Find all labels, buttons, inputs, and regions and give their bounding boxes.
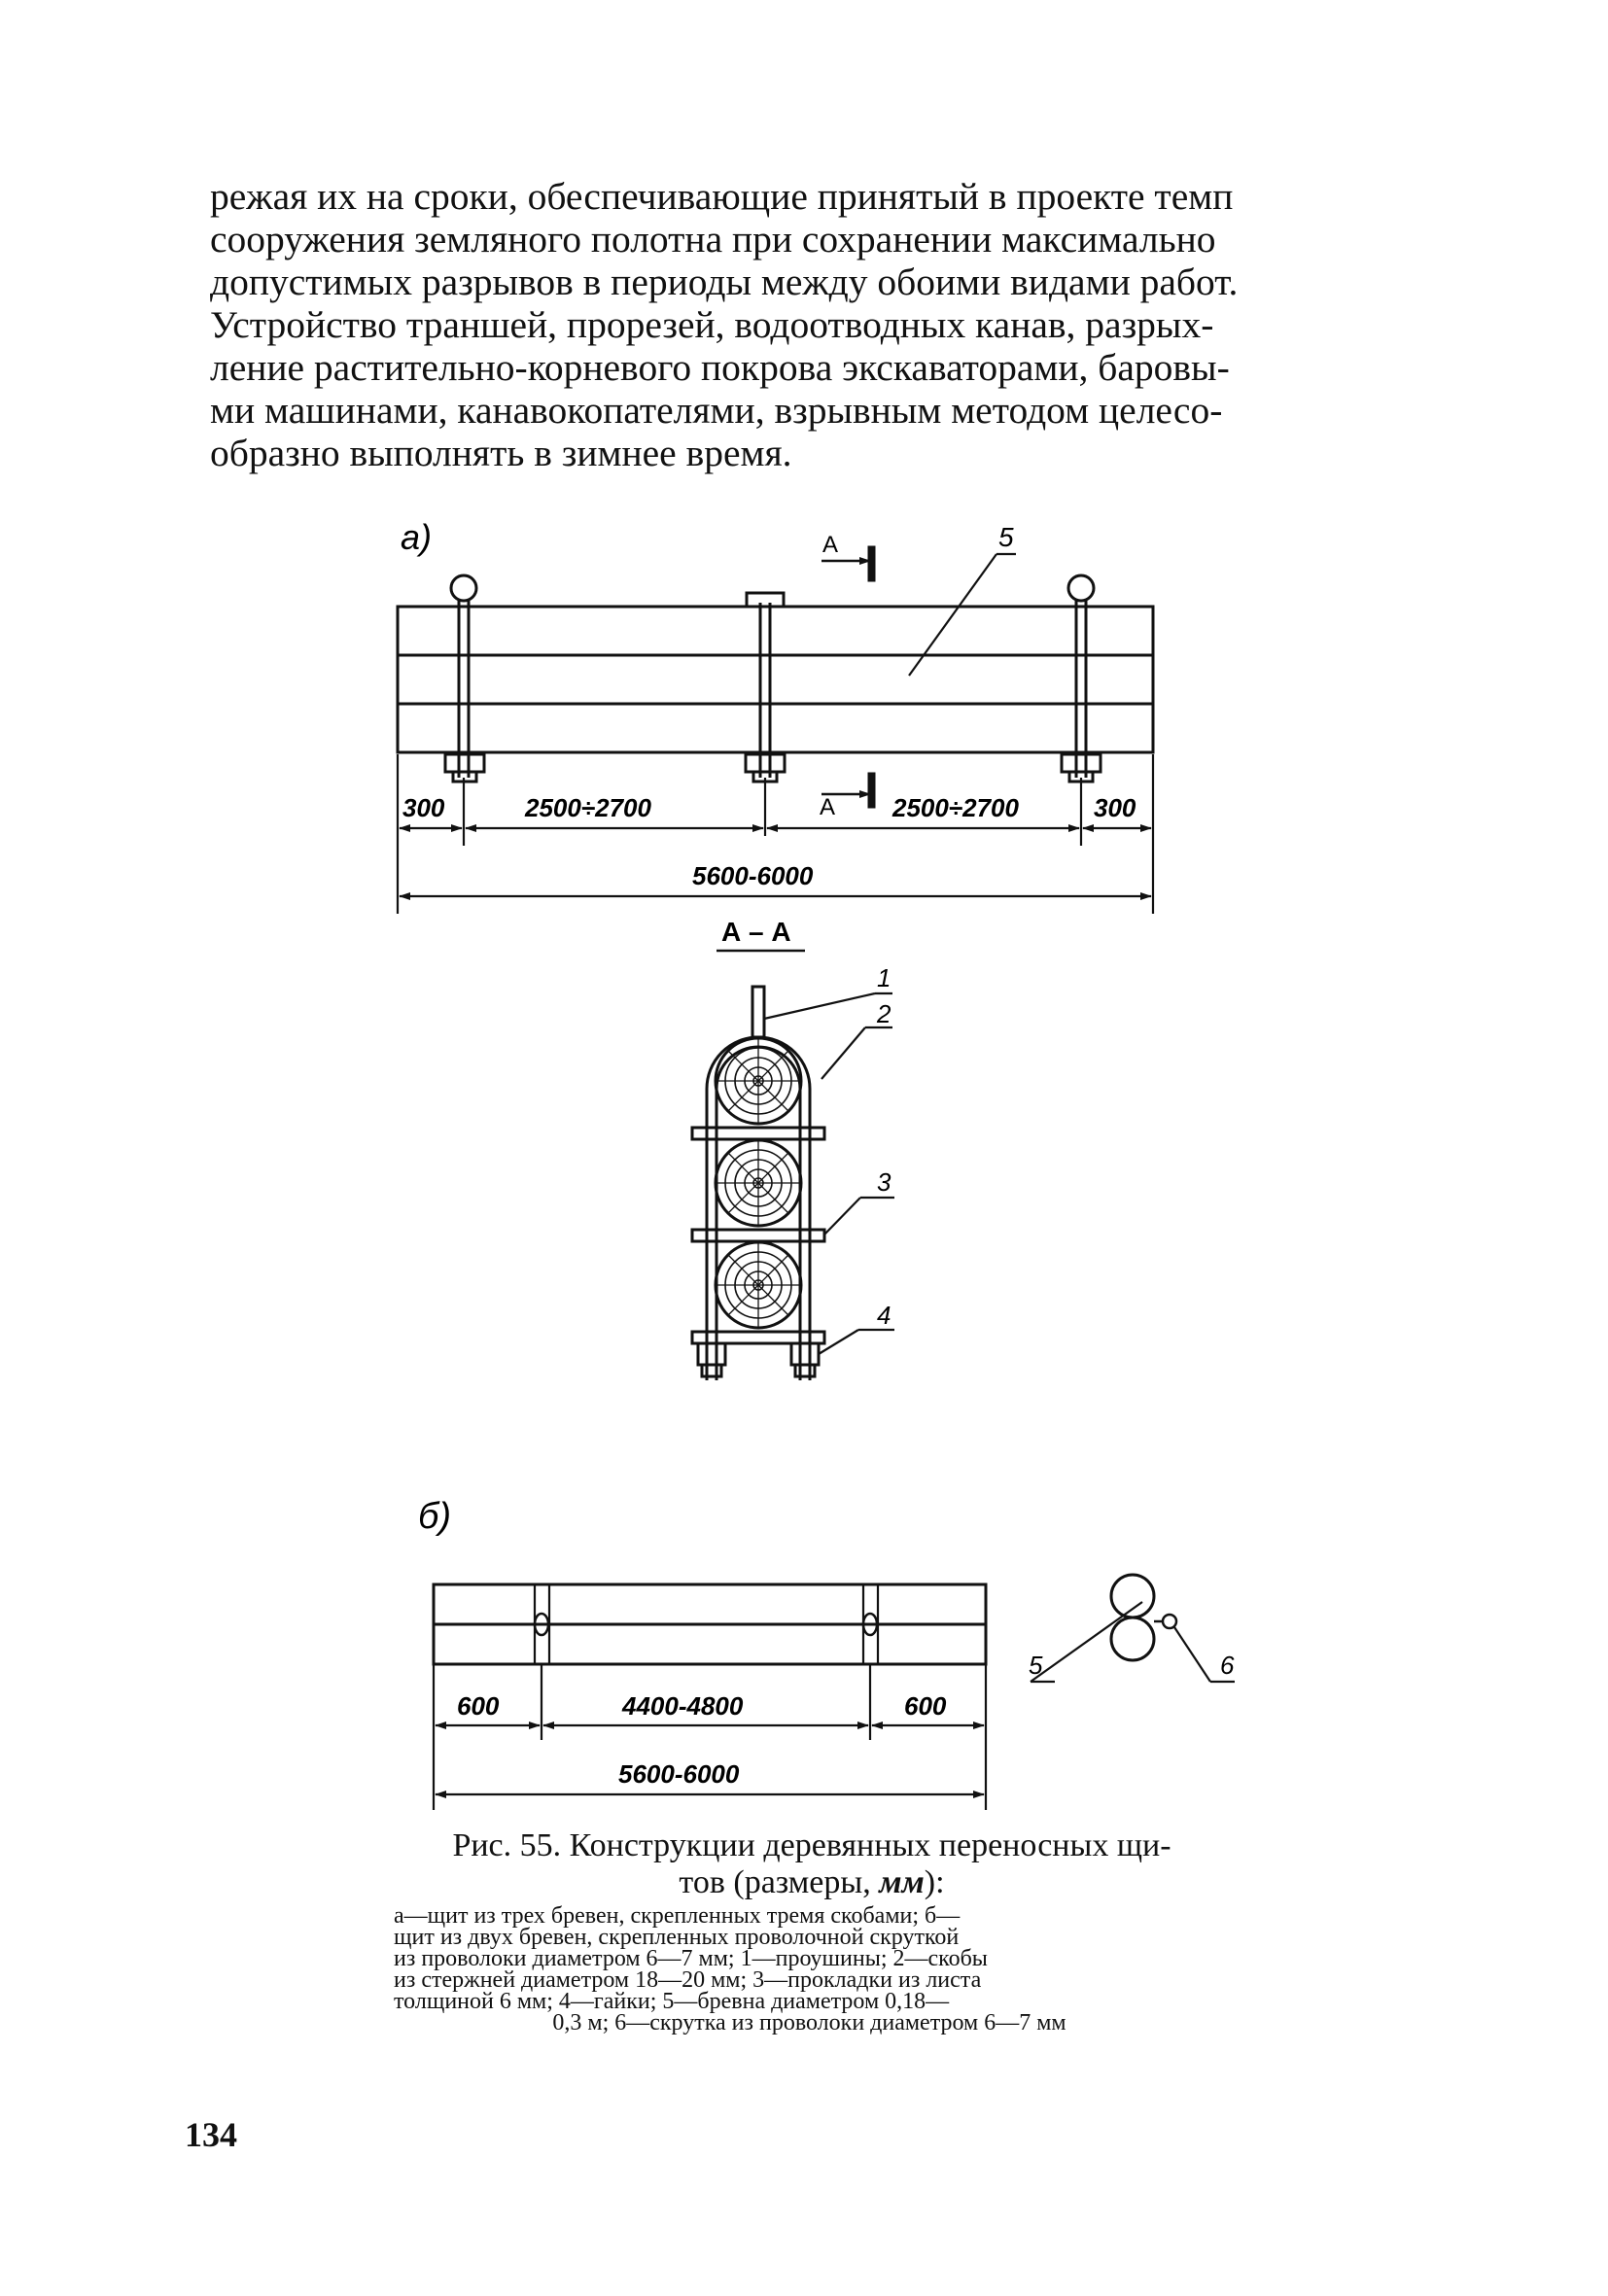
spacer-plate <box>692 1230 824 1241</box>
legend-line: а—щит из трех бревен, скрепленных тремя скобами; б— <box>394 1903 961 1929</box>
legend-line: 0,3 м; 6—скрутка из проволоки диаметром 6—7 мм <box>552 2010 1066 2035</box>
nut <box>791 1343 819 1365</box>
part-b-label: б) <box>418 1496 452 1537</box>
spacer-plate <box>692 1128 824 1139</box>
callout-4: 4 <box>877 1301 891 1330</box>
caption-title-line2 <box>394 1864 1230 1901</box>
spacer-plate <box>692 1332 824 1343</box>
text-line: режая их на сроки, обеспечивающие принятый в проекте темп <box>210 175 1234 218</box>
callout-1: 1 <box>877 963 891 992</box>
text-line: ми машинами, канавокопателями, взрывным методом целесо- <box>210 389 1223 432</box>
shield-b-end-view <box>1031 1575 1235 1682</box>
nut <box>698 1343 725 1365</box>
figure-caption-title <box>394 1827 1230 1901</box>
figure-legend <box>394 1905 1225 2034</box>
page-number: 134 <box>185 2115 237 2154</box>
nut <box>445 754 484 772</box>
text-line: ление растительно-корневого покрова экскаваторами, баровы- <box>210 346 1230 389</box>
section-title: А – А <box>721 917 791 947</box>
dim-b-end-left: 600 <box>457 1691 500 1721</box>
log-end <box>716 1140 801 1226</box>
legend-line: из стержней диаметром 18—20 мм; 3—прокладки из листа <box>394 1967 982 1993</box>
caption-title-unit: мм <box>879 1864 925 1900</box>
callout-5: 5 <box>998 522 1014 552</box>
caption-title-line2-post: ): <box>924 1864 945 1900</box>
log-end <box>716 1038 801 1124</box>
callout-2: 2 <box>877 999 891 1028</box>
legend-line: толщиной 6 мм; 4—гайки; 5—бревна диаметром 0,18— <box>394 1989 950 2014</box>
shield-b-front-view <box>434 1584 986 1664</box>
callout-5-b: 5 <box>1029 1651 1043 1680</box>
nut <box>746 754 785 772</box>
section-letter-top: А <box>822 532 839 558</box>
text-line: Устройство траншей, прорезей, водоотводных канав, разрых- <box>210 303 1214 346</box>
wire-twist <box>1163 1615 1176 1628</box>
dim-a-total: 5600-6000 <box>692 861 814 890</box>
dim-a-end-left: 300 <box>402 793 445 822</box>
callout-3: 3 <box>877 1167 891 1197</box>
text-line: сооружения земляного полотна при сохранении максимально <box>210 218 1216 261</box>
text-line: допустимых разрывов в периоды между обоими видами работ. <box>210 261 1239 303</box>
dim-a-end-right: 300 <box>1094 793 1136 822</box>
caption-title-line2-pre: тов (размеры, <box>679 1864 880 1900</box>
dim-b-span: 4400-4800 <box>622 1691 744 1721</box>
nut <box>1062 754 1101 772</box>
dim-b-total: 5600-6000 <box>618 1759 740 1789</box>
eye-loop <box>1068 575 1094 601</box>
section-letter-bottom: А <box>820 794 836 820</box>
legend-line: щит из двух бревен, скрепленных проволочной скруткой <box>394 1925 960 1950</box>
callout-6: 6 <box>1220 1651 1235 1680</box>
dim-a-span-right: 2500÷2700 <box>892 793 1019 822</box>
legend-line: из проволоки диаметром 6—7 мм; 1—проушины; 2—скобы <box>394 1946 988 1971</box>
dim-b-end-right: 600 <box>904 1691 947 1721</box>
eye-loop <box>451 575 476 601</box>
log-end <box>716 1242 801 1328</box>
shield-a-front-view <box>398 554 1153 782</box>
caption-title-line1: Рис. 55. Конструкции деревянных переносных щи- <box>452 1827 1171 1863</box>
dim-a-span-left: 2500÷2700 <box>525 793 651 822</box>
part-a-label: а) <box>401 517 433 557</box>
text-line: образно выполнять в зимнее время. <box>210 432 792 474</box>
